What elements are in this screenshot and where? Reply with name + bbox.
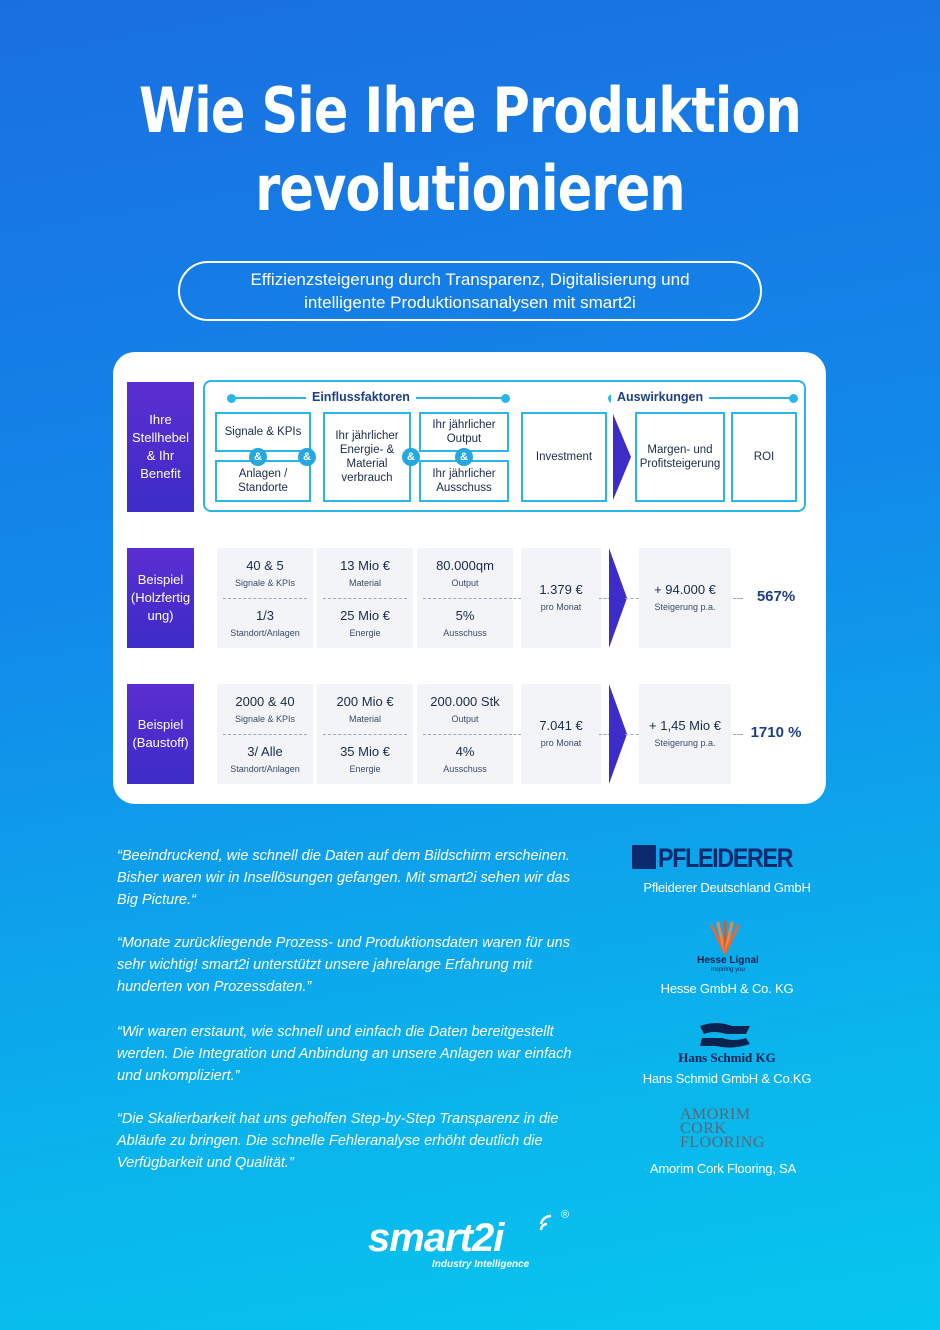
cell-value: 25 Mio €	[340, 608, 390, 623]
cell-value: 200.000 Stk	[430, 694, 500, 709]
ampersand-badge: &	[455, 448, 473, 466]
gain-unit: Steigerung p.a.	[654, 602, 716, 612]
col-scrap	[419, 460, 509, 502]
cell-unit: Signale & KPIs	[234, 578, 296, 588]
row-label-text: Beispiel	[137, 717, 184, 732]
col-investment: Investment	[521, 412, 607, 502]
row-label-text: Beispiel	[137, 572, 184, 587]
row-label-example	[127, 548, 194, 648]
subtitle-line-1: Effizienzsteigerung durch Transparenz, Digitalisierung und	[250, 270, 690, 289]
quote-line: Verfügbarkeit und Qualität.”	[117, 1155, 294, 1171]
example-gain	[639, 684, 731, 784]
company-amorim: Amorim Cork Flooring, SA	[649, 1161, 797, 1176]
row-label-text: (Holzfertig	[130, 590, 191, 605]
row-label-text: Benefit	[140, 466, 181, 481]
quote-line: Bisher waren wir in Insellösungen gefangen. Mit smart2i sehen wir das	[117, 870, 570, 886]
col-signals-kpis: Signale & KPIs	[215, 412, 311, 452]
gain-unit: Steigerung p.a.	[654, 738, 716, 748]
amorim-line: FLOORING	[680, 1134, 765, 1151]
cell-unit: Ausschuss	[443, 628, 487, 638]
col-text: Ihr jährlicher	[432, 468, 496, 480]
amorim-line: AMORIM	[680, 1106, 751, 1123]
col-energy-material	[323, 412, 411, 502]
subtitle-box	[178, 261, 762, 321]
row-label-text: & Ihr	[146, 448, 175, 463]
title-line-2: revolutionieren	[255, 152, 685, 225]
cell-divider	[423, 734, 507, 735]
header-influence: Einflussfaktoren	[306, 390, 416, 404]
hans-schmid-mark-icon	[696, 1020, 754, 1050]
ampersand-badge: &	[249, 448, 267, 466]
ampersand-badge: &	[402, 448, 420, 466]
row-connector	[625, 598, 639, 599]
timeline-dot	[789, 394, 798, 403]
cell-value: 80.000qm	[436, 558, 494, 573]
title-line-1: Wie Sie Ihre Produktion	[139, 74, 801, 147]
registered-mark: ®	[561, 1209, 570, 1221]
example-cell	[217, 548, 313, 648]
investment-unit: pro Monat	[540, 602, 582, 612]
quote-line: Abläufe zu bringen. Die schnelle Fehleranalyse erhöht deutlich die	[117, 1133, 543, 1149]
cell-divider	[323, 598, 407, 599]
row-label-text: Stellhebel	[131, 430, 190, 445]
company-pfleiderer: Pfleiderer Deutschland GmbH	[643, 880, 811, 895]
example-cell	[217, 684, 313, 784]
gain-value: + 94.000 €	[654, 582, 716, 597]
row-connector	[733, 734, 743, 735]
quote-line: sehr wichtig! smart2i unterstützt unsere jahrelange Erfahrung mit	[117, 957, 533, 973]
benefit-table-card	[113, 352, 826, 804]
testimonial-quote	[117, 845, 597, 911]
row-connector	[509, 734, 521, 735]
cell-divider	[323, 734, 407, 735]
cell-value: 4%	[455, 744, 475, 759]
testimonial-quote	[117, 932, 597, 998]
hans-schmid-wordmark: Hans Schmid KG	[678, 1050, 776, 1065]
pfleiderer-logo	[632, 843, 820, 873]
quote-line: “Monate zurückliegende Prozess- und Produktionsdaten waren für uns	[117, 935, 570, 951]
col-text: Standorte	[238, 482, 288, 494]
hesse-fan-icon	[708, 920, 742, 954]
arrow-right-icon	[613, 414, 631, 500]
cell-value: 1/3	[255, 608, 275, 623]
testimonial-quote	[117, 1021, 597, 1087]
col-roi: ROI	[731, 412, 797, 502]
pfleiderer-mark-icon	[632, 845, 656, 869]
signal-waves-icon	[538, 1214, 560, 1234]
quote-line: Big Picture.“	[117, 892, 196, 908]
amorim-line: CORK	[680, 1120, 727, 1137]
example-cell	[317, 548, 413, 648]
col-text: Ihr jährlicher	[335, 430, 399, 442]
example-investment	[521, 684, 601, 784]
row-label-text: (Baustoff)	[132, 735, 189, 750]
header-effects: Auswirkungen	[611, 390, 709, 404]
cell-value: 13 Mio €	[340, 558, 390, 573]
row-label-text: Ihre	[149, 412, 172, 427]
timeline-dot	[501, 394, 510, 403]
col-text: Material	[346, 458, 388, 470]
cell-value: 2000 & 40	[235, 694, 295, 709]
row-connector	[625, 734, 639, 735]
cell-unit: Ausschuss	[443, 764, 487, 774]
hesse-wordmark: Hesse Lignal	[697, 955, 759, 966]
row-connector	[733, 598, 743, 599]
cell-value: 40 & 5	[246, 558, 284, 573]
testimonial-quote	[117, 1108, 597, 1174]
pfleiderer-wordmark: PFLEIDERER	[658, 843, 793, 873]
col-text: verbrauch	[341, 472, 393, 484]
investment-value: 7.041 €	[539, 718, 583, 733]
cell-unit: Signale & KPIs	[234, 714, 296, 724]
cell-unit: Standort/Anlagen	[230, 628, 300, 638]
subtitle-line-2: intelligente Produktionsanalysen mit smart2i	[304, 293, 636, 312]
cell-unit: Standort/Anlagen	[230, 764, 300, 774]
col-text: Margen- und	[647, 444, 713, 456]
investment-unit: pro Monat	[540, 738, 582, 748]
example-cell	[317, 684, 413, 784]
smart2i-tagline: Industry Intelligence	[432, 1259, 530, 1270]
investment-value: 1.379 €	[539, 582, 583, 597]
ampersand-badge: &	[298, 448, 316, 466]
quote-line: und unkompliziert.”	[117, 1068, 240, 1084]
example-cell	[417, 548, 513, 648]
col-plants-sites	[215, 460, 311, 502]
example-investment	[521, 548, 601, 648]
cell-value: 35 Mio €	[340, 744, 390, 759]
col-text: Ihr jährlicher	[432, 419, 496, 431]
cell-value: 200 Mio €	[336, 694, 394, 709]
cell-unit: Output	[451, 714, 479, 724]
col-text: Output	[446, 433, 482, 445]
quote-line: “Die Skalierbarkeit hat uns geholfen Step-by-Step Transparenz in die	[117, 1111, 559, 1127]
cell-divider	[423, 598, 507, 599]
cell-value: 5%	[455, 608, 475, 623]
cell-divider	[223, 598, 307, 599]
row-label-stellhebel	[127, 382, 194, 512]
col-text: Profitsteigerung	[639, 458, 721, 470]
company-hesse: Hesse GmbH & Co. KG	[660, 981, 794, 996]
col-output	[419, 412, 509, 452]
cell-value: 3/ Alle	[247, 744, 283, 759]
col-text: Anlagen /	[238, 468, 288, 480]
col-text: Energie- &	[339, 444, 395, 456]
cell-unit: Energie	[349, 628, 381, 638]
example-gain	[639, 548, 731, 648]
roi-value: 1710 %	[750, 724, 802, 741]
quote-line: hunderten von Prozessdaten.”	[117, 979, 312, 995]
quote-line: “Beeindruckend, wie schnell die Daten auf dem Bildschirm erscheinen.	[117, 848, 570, 864]
quote-line: “Wir waren erstaunt, wie schnell und einfach die Daten bereitgestellt	[117, 1024, 554, 1040]
col-text: Ausschuss	[436, 482, 492, 494]
company-hans-schmid: Hans Schmid GmbH & Co.KG	[642, 1071, 812, 1086]
page-title	[85, 72, 856, 228]
gain-value: + 1,45 Mio €	[649, 718, 721, 733]
example-cell	[417, 684, 513, 784]
roi-value: 567%	[756, 588, 796, 605]
hesse-tagline: inspiring you	[711, 967, 745, 973]
row-label-example	[127, 684, 194, 784]
cell-unit: Material	[348, 714, 381, 724]
row-connector	[509, 598, 521, 599]
cell-unit: Output	[451, 578, 479, 588]
col-margin	[635, 412, 725, 502]
cell-unit: Energie	[349, 764, 381, 774]
row-label-text: ung)	[147, 608, 174, 623]
quote-line: werden. Die Integration und Anbindung an unsere Anlagen war einfach	[117, 1046, 572, 1062]
cell-divider	[223, 734, 307, 735]
cell-unit: Material	[348, 578, 381, 588]
amorim-wordmark	[680, 1108, 780, 1150]
smart2i-logo: smart2i	[368, 1216, 504, 1260]
